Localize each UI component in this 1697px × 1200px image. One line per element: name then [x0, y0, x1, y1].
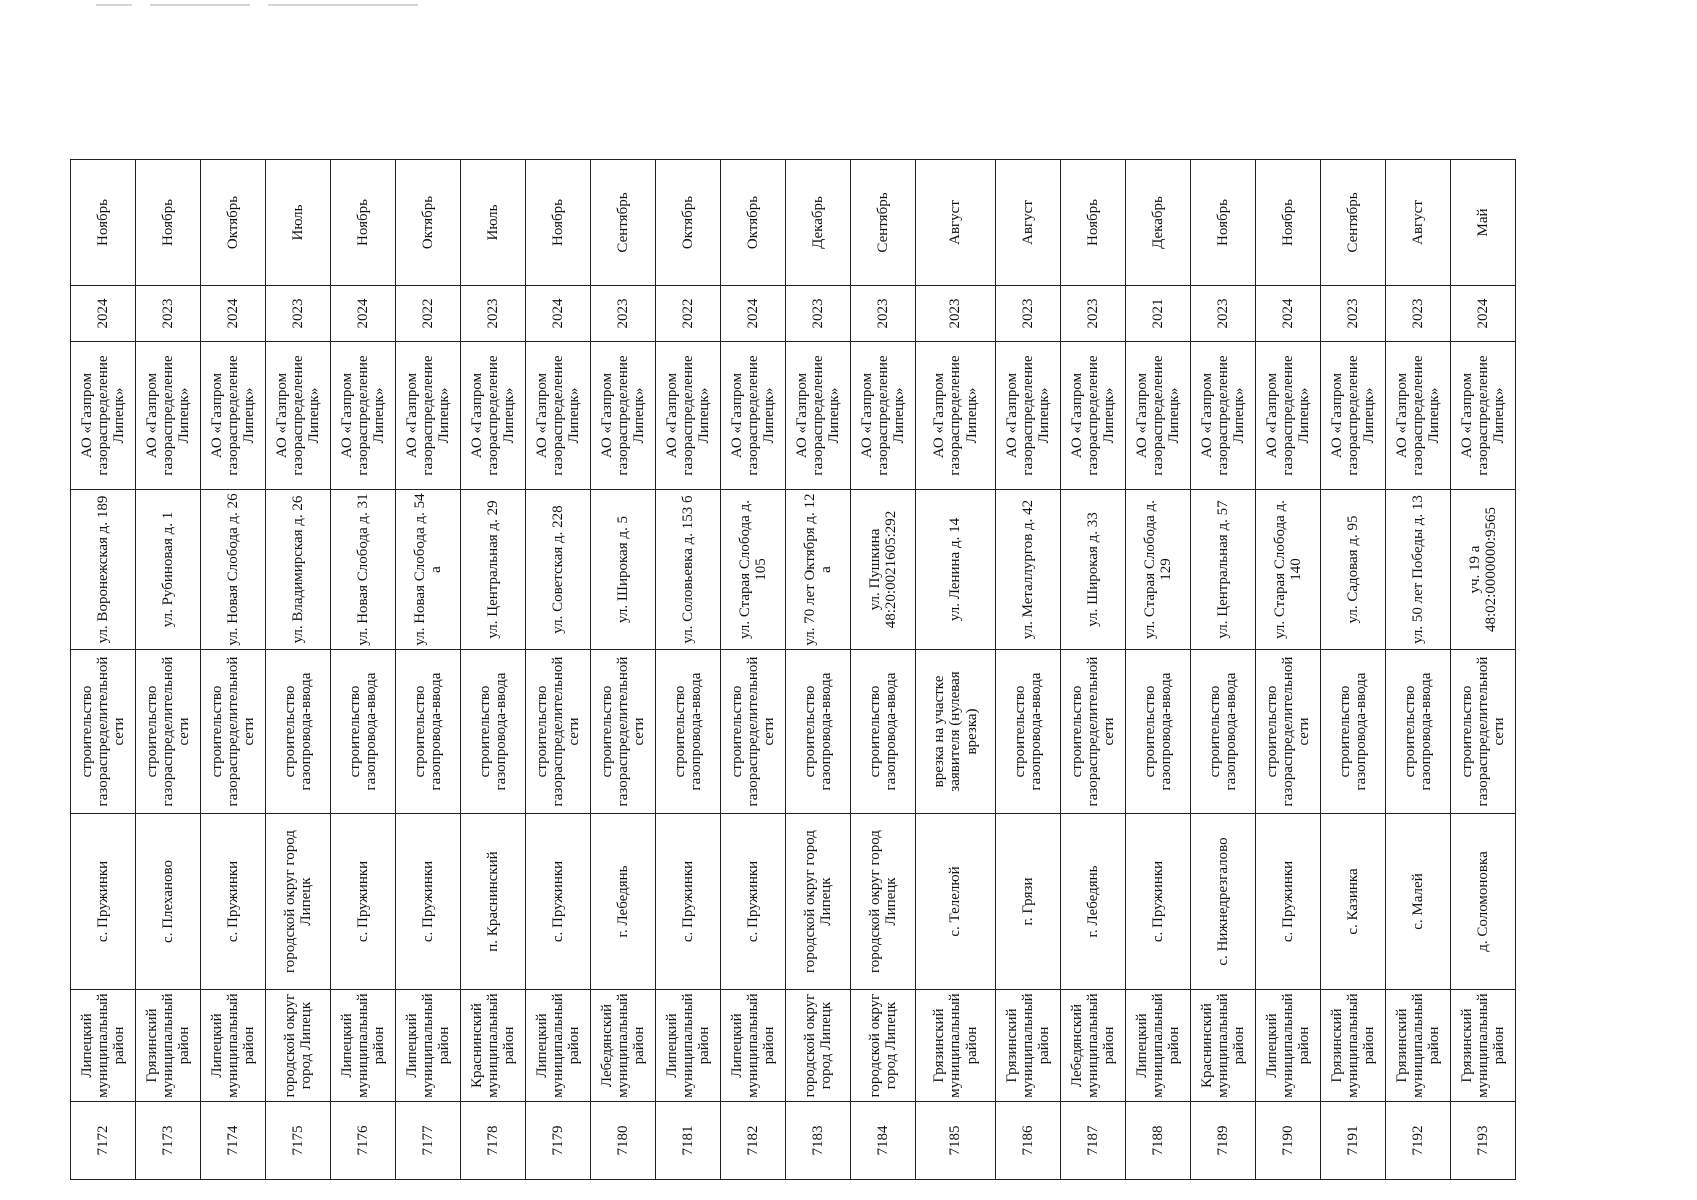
table-row: [1451, 160, 1516, 1180]
address-cell: ул. Новая Слобода д. 26: [201, 490, 266, 650]
row-number: 7172: [71, 1102, 136, 1180]
year-cell: 2024: [526, 286, 591, 342]
locality-cell: с. Телелюй: [916, 814, 996, 990]
address-cell: ул. Советская д. 228: [526, 490, 591, 650]
table-row: [786, 160, 851, 1180]
address-cell: ул. Воронежская д. 189: [71, 490, 136, 650]
organization-cell: АО «Газпром газораспределение Липецк»: [71, 342, 136, 490]
organization-cell: АО «Газпром газораспределение Липецк»: [656, 342, 721, 490]
organization-cell: АО «Газпром газораспределение Липецк»: [996, 342, 1061, 490]
table-row: [1386, 160, 1451, 1180]
table-row: [996, 160, 1061, 1180]
year-cell: 2023: [1321, 286, 1386, 342]
work-type-cell: строительство газораспределительной сети: [1061, 650, 1126, 814]
year-cell: 2024: [721, 286, 786, 342]
month-cell: Сентябрь: [851, 160, 916, 286]
scan-artifact-mark: [96, 4, 132, 6]
year-cell: 2023: [1191, 286, 1256, 342]
row-number: 7187: [1061, 1102, 1126, 1180]
district-cell: Липецкий муниципальный район: [526, 990, 591, 1102]
month-cell: Ноябрь: [1256, 160, 1321, 286]
locality-cell: с. Пружинки: [396, 814, 461, 990]
organization-cell: АО «Газпром газораспределение Липецк»: [331, 342, 396, 490]
locality-cell: с. Плеханово: [136, 814, 201, 990]
year-cell: 2022: [656, 286, 721, 342]
table-row: [916, 160, 996, 1180]
district-cell: Липецкий муниципальный район: [1126, 990, 1191, 1102]
district-cell: Грязинский муниципальный район: [136, 990, 201, 1102]
year-cell: 2024: [331, 286, 396, 342]
locality-cell: с. Пружинки: [331, 814, 396, 990]
row-number: 7173: [136, 1102, 201, 1180]
district-cell: Липецкий муниципальный район: [331, 990, 396, 1102]
year-cell: 2023: [786, 286, 851, 342]
year-cell: 2023: [136, 286, 201, 342]
organization-cell: АО «Газпром газораспределение Липецк»: [1061, 342, 1126, 490]
table-body: [71, 160, 1516, 1180]
year-cell: 2023: [916, 286, 996, 342]
month-cell: Октябрь: [201, 160, 266, 286]
table-row: [136, 160, 201, 1180]
address-cell: ул. 70 лет Октября д. 12 а: [786, 490, 851, 650]
district-cell: Липецкий муниципальный район: [721, 990, 786, 1102]
row-number: 7181: [656, 1102, 721, 1180]
district-cell: Лебедянский муниципальный район: [591, 990, 656, 1102]
row-number: 7185: [916, 1102, 996, 1180]
work-type-cell: строительство газопровода-ввода: [461, 650, 526, 814]
month-cell: Ноябрь: [1191, 160, 1256, 286]
month-cell: Ноябрь: [1061, 160, 1126, 286]
district-cell: Липецкий муниципальный район: [396, 990, 461, 1102]
month-cell: Август: [1386, 160, 1451, 286]
work-type-cell: строительство газопровода-ввода: [996, 650, 1061, 814]
month-cell: Ноябрь: [136, 160, 201, 286]
month-cell: Сентябрь: [1321, 160, 1386, 286]
month-cell: Июль: [266, 160, 331, 286]
year-cell: 2024: [1256, 286, 1321, 342]
work-type-cell: строительство газораспределительной сети: [201, 650, 266, 814]
address-cell: ул. Широкая д. 5: [591, 490, 656, 650]
organization-cell: АО «Газпром газораспределение Липецк»: [201, 342, 266, 490]
work-type-cell: строительство газораспределительной сети: [71, 650, 136, 814]
table-row: [721, 160, 786, 1180]
year-cell: 2023: [591, 286, 656, 342]
scan-artifact-mark: [268, 4, 418, 6]
address-cell: ул. Рубиновая д. 1: [136, 490, 201, 650]
district-cell: Грязинский муниципальный район: [916, 990, 996, 1102]
table-row: [591, 160, 656, 1180]
year-cell: 2023: [851, 286, 916, 342]
organization-cell: АО «Газпром газораспределение Липецк»: [591, 342, 656, 490]
address-cell: ул. Ленина д. 14: [916, 490, 996, 650]
year-cell: 2023: [461, 286, 526, 342]
month-cell: Ноябрь: [331, 160, 396, 286]
organization-cell: АО «Газпром газораспределение Липецк»: [1451, 342, 1516, 490]
work-type-cell: строительство газораспределительной сети: [526, 650, 591, 814]
district-cell: городской округ город Липецк: [786, 990, 851, 1102]
work-type-cell: строительство газопровода-ввода: [1321, 650, 1386, 814]
work-type-cell: строительство газопровода-ввода: [786, 650, 851, 814]
table-row: [1061, 160, 1126, 1180]
row-number: 7178: [461, 1102, 526, 1180]
row-number: 7190: [1256, 1102, 1321, 1180]
work-type-cell: строительство газопровода-ввода: [1386, 650, 1451, 814]
month-cell: Декабрь: [1126, 160, 1191, 286]
row-number: 7189: [1191, 1102, 1256, 1180]
district-cell: городской округ город Липецк: [266, 990, 331, 1102]
month-cell: Август: [996, 160, 1061, 286]
row-number: 7186: [996, 1102, 1061, 1180]
year-cell: 2023: [1386, 286, 1451, 342]
table-row: [1126, 160, 1191, 1180]
organization-cell: АО «Газпром газораспределение Липецк»: [1191, 342, 1256, 490]
address-cell: ул. Соловьевка д. 153 б: [656, 490, 721, 650]
work-type-cell: врезка на участке заявителя (нулевая врезка): [916, 650, 996, 814]
work-type-cell: строительство газопровода-ввода: [1126, 650, 1191, 814]
district-cell: городской округ город Липецк: [851, 990, 916, 1102]
rotated-table-sheet: [70, 160, 1570, 1180]
locality-cell: городской округ город Липецк: [851, 814, 916, 990]
organization-cell: АО «Газпром газораспределение Липецк»: [916, 342, 996, 490]
work-type-cell: строительство газораспределительной сети: [1256, 650, 1321, 814]
work-type-cell: строительство газопровода-ввода: [851, 650, 916, 814]
locality-cell: с. Пружинки: [1126, 814, 1191, 990]
district-cell: Краснинский муниципальный район: [461, 990, 526, 1102]
address-cell: ул. Центральная д. 57: [1191, 490, 1256, 650]
month-cell: Декабрь: [786, 160, 851, 286]
address-cell: ул. Новая Слобода д. 54 а: [396, 490, 461, 650]
organization-cell: АО «Газпром газораспределение Липецк»: [396, 342, 461, 490]
table-row: [461, 160, 526, 1180]
organization-cell: АО «Газпром газораспределение Липецк»: [526, 342, 591, 490]
year-cell: 2021: [1126, 286, 1191, 342]
work-type-cell: строительство газопровода-ввода: [656, 650, 721, 814]
year-cell: 2023: [1061, 286, 1126, 342]
month-cell: Август: [916, 160, 996, 286]
organization-cell: АО «Газпром газораспределение Липецк»: [266, 342, 331, 490]
district-cell: Краснинский муниципальный район: [1191, 990, 1256, 1102]
address-cell: ул. Металлургов д. 42: [996, 490, 1061, 650]
year-cell: 2024: [1451, 286, 1516, 342]
work-type-cell: строительство газопровода-ввода: [396, 650, 461, 814]
organization-cell: АО «Газпром газораспределение Липецк»: [136, 342, 201, 490]
table-row: [526, 160, 591, 1180]
district-cell: Липецкий муниципальный район: [1256, 990, 1321, 1102]
locality-cell: п. Краснинский: [461, 814, 526, 990]
row-number: 7191: [1321, 1102, 1386, 1180]
month-cell: Ноябрь: [71, 160, 136, 286]
year-cell: 2024: [201, 286, 266, 342]
month-cell: Ноябрь: [526, 160, 591, 286]
district-cell: Липецкий муниципальный район: [201, 990, 266, 1102]
row-number: 7183: [786, 1102, 851, 1180]
locality-cell: с. Пружинки: [656, 814, 721, 990]
district-cell: Липецкий муниципальный район: [71, 990, 136, 1102]
table-row: [1256, 160, 1321, 1180]
address-cell: ул. Старая Слобода д. 105: [721, 490, 786, 650]
table-row: [1191, 160, 1256, 1180]
month-cell: Октябрь: [396, 160, 461, 286]
locality-cell: д. Соломоновка: [1451, 814, 1516, 990]
row-number: 7179: [526, 1102, 591, 1180]
scan-artifact-mark: [150, 4, 250, 6]
organization-cell: АО «Газпром газораспределение Липецк»: [1126, 342, 1191, 490]
row-number: 7184: [851, 1102, 916, 1180]
district-cell: Грязинский муниципальный район: [996, 990, 1061, 1102]
row-number: 7188: [1126, 1102, 1191, 1180]
locality-cell: г. Грязи: [996, 814, 1061, 990]
locality-cell: с. Казинка: [1321, 814, 1386, 990]
table-row: [266, 160, 331, 1180]
work-type-cell: строительство газораспределительной сети: [1451, 650, 1516, 814]
locality-cell: с. Пружинки: [201, 814, 266, 990]
month-cell: Сентябрь: [591, 160, 656, 286]
table-row: [396, 160, 461, 1180]
locality-cell: с. Нижнедрезгалово: [1191, 814, 1256, 990]
row-number: 7174: [201, 1102, 266, 1180]
address-cell: ул. Широкая д. 33: [1061, 490, 1126, 650]
table-row: [1321, 160, 1386, 1180]
table-row: [71, 160, 136, 1180]
year-cell: 2023: [266, 286, 331, 342]
district-cell: Липецкий муниципальный район: [656, 990, 721, 1102]
organization-cell: АО «Газпром газораспределение Липецк»: [1386, 342, 1451, 490]
year-cell: 2022: [396, 286, 461, 342]
address-cell: ул. Центральная д. 29: [461, 490, 526, 650]
district-cell: Грязинский муниципальный район: [1321, 990, 1386, 1102]
address-cell: ул. Новая Слобода д. 31: [331, 490, 396, 650]
work-type-cell: строительство газопровода-ввода: [266, 650, 331, 814]
row-number: 7175: [266, 1102, 331, 1180]
organization-cell: АО «Газпром газораспределение Липецк»: [786, 342, 851, 490]
work-type-cell: строительство газопровода-ввода: [331, 650, 396, 814]
address-cell: ул. Владимирская д. 26: [266, 490, 331, 650]
row-number: 7177: [396, 1102, 461, 1180]
locality-cell: г. Лебедянь: [591, 814, 656, 990]
address-cell: ул. Старая Слобода д. 140: [1256, 490, 1321, 650]
district-cell: Грязинский муниципальный район: [1386, 990, 1451, 1102]
organization-cell: АО «Газпром газораспределение Липецк»: [1321, 342, 1386, 490]
row-number: 7180: [591, 1102, 656, 1180]
table-row: [331, 160, 396, 1180]
table-row: [201, 160, 266, 1180]
month-cell: Июль: [461, 160, 526, 286]
locality-cell: с. Пружинки: [1256, 814, 1321, 990]
month-cell: Май: [1451, 160, 1516, 286]
organization-cell: АО «Газпром газораспределение Липецк»: [1256, 342, 1321, 490]
work-type-cell: строительство газораспределительной сети: [136, 650, 201, 814]
address-cell: уч. 19 а 48:02:0000000:9565: [1451, 490, 1516, 650]
locality-cell: городской округ город Липецк: [266, 814, 331, 990]
locality-cell: городской округ город Липецк: [786, 814, 851, 990]
work-type-cell: строительство газораспределительной сети: [591, 650, 656, 814]
locality-cell: с. Пружинки: [721, 814, 786, 990]
row-number: 7182: [721, 1102, 786, 1180]
address-cell: ул. Пушкина 48:20:0021605:292: [851, 490, 916, 650]
work-type-cell: строительство газораспределительной сети: [721, 650, 786, 814]
locality-cell: с. Малей: [1386, 814, 1451, 990]
gas-connection-table: [70, 159, 1516, 1180]
year-cell: 2024: [71, 286, 136, 342]
table-row: [851, 160, 916, 1180]
organization-cell: АО «Газпром газораспределение Липецк»: [851, 342, 916, 490]
address-cell: ул. Старая Слобода д. 129: [1126, 490, 1191, 650]
organization-cell: АО «Газпром газораспределение Липецк»: [721, 342, 786, 490]
month-cell: Октябрь: [656, 160, 721, 286]
row-number: 7176: [331, 1102, 396, 1180]
district-cell: Лебедянский муниципальный район: [1061, 990, 1126, 1102]
row-number: 7192: [1386, 1102, 1451, 1180]
district-cell: Грязинский муниципальный район: [1451, 990, 1516, 1102]
address-cell: ул. Садовая д. 95: [1321, 490, 1386, 650]
locality-cell: с. Пружинки: [526, 814, 591, 990]
table-row: [656, 160, 721, 1180]
locality-cell: г. Лебедянь: [1061, 814, 1126, 990]
locality-cell: с. Пружинки: [71, 814, 136, 990]
address-cell: ул. 50 лет Победы д. 13: [1386, 490, 1451, 650]
month-cell: Октябрь: [721, 160, 786, 286]
row-number: 7193: [1451, 1102, 1516, 1180]
organization-cell: АО «Газпром газораспределение Липецк»: [461, 342, 526, 490]
work-type-cell: строительство газопровода-ввода: [1191, 650, 1256, 814]
year-cell: 2023: [996, 286, 1061, 342]
